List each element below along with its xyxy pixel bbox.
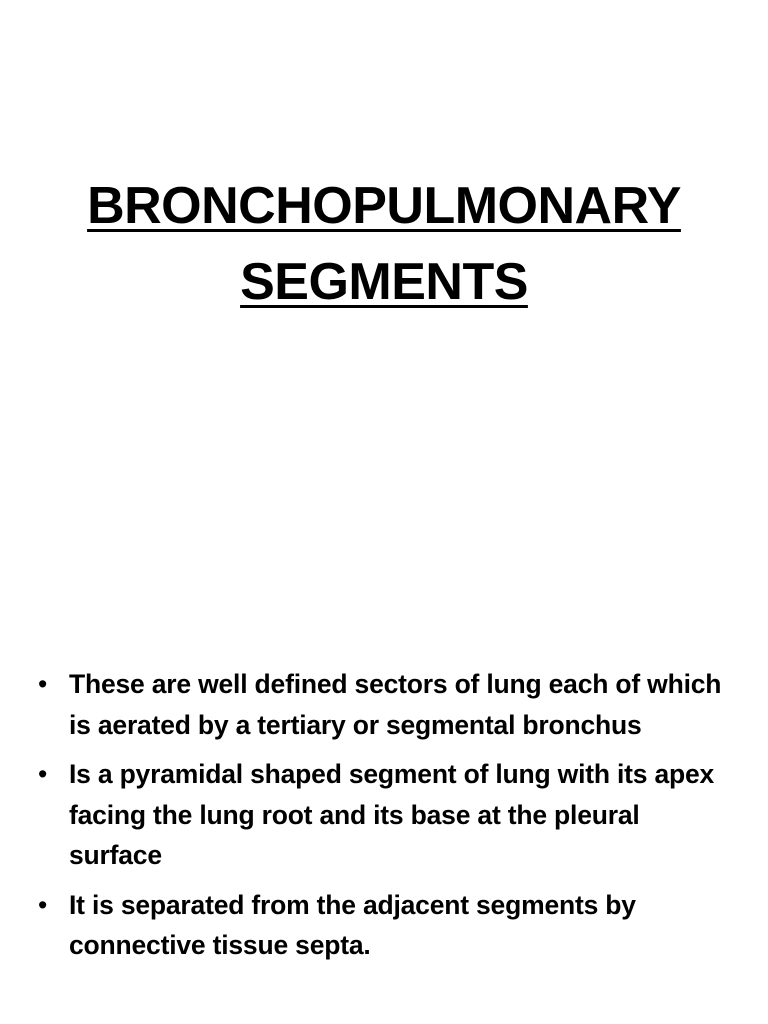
bullet-dot: • (38, 669, 48, 699)
bullet-text: Is a pyramidal shaped segment of lung with its apex facing the lung root and its base at the pleural surface (69, 759, 715, 870)
bullet-dot: • (38, 889, 48, 920)
bullet-text: It is separated from the adjacent segments by connective tissue septa. (69, 889, 636, 960)
slide-title-line-1: BRONCHOPULMONARY (87, 177, 681, 235)
slide-title (20, 168, 748, 320)
slide-title-line-2: SEGMENTS (240, 253, 528, 311)
bullet-list (38, 664, 738, 975)
bullet-item (38, 885, 738, 966)
bullet-item (38, 754, 738, 876)
bullet-text: These are well defined sectors of lung each of which is aerated by a tertiary or segmental bronchus (69, 669, 722, 740)
bullet-dot: • (38, 759, 48, 789)
bullet-item (38, 664, 738, 745)
